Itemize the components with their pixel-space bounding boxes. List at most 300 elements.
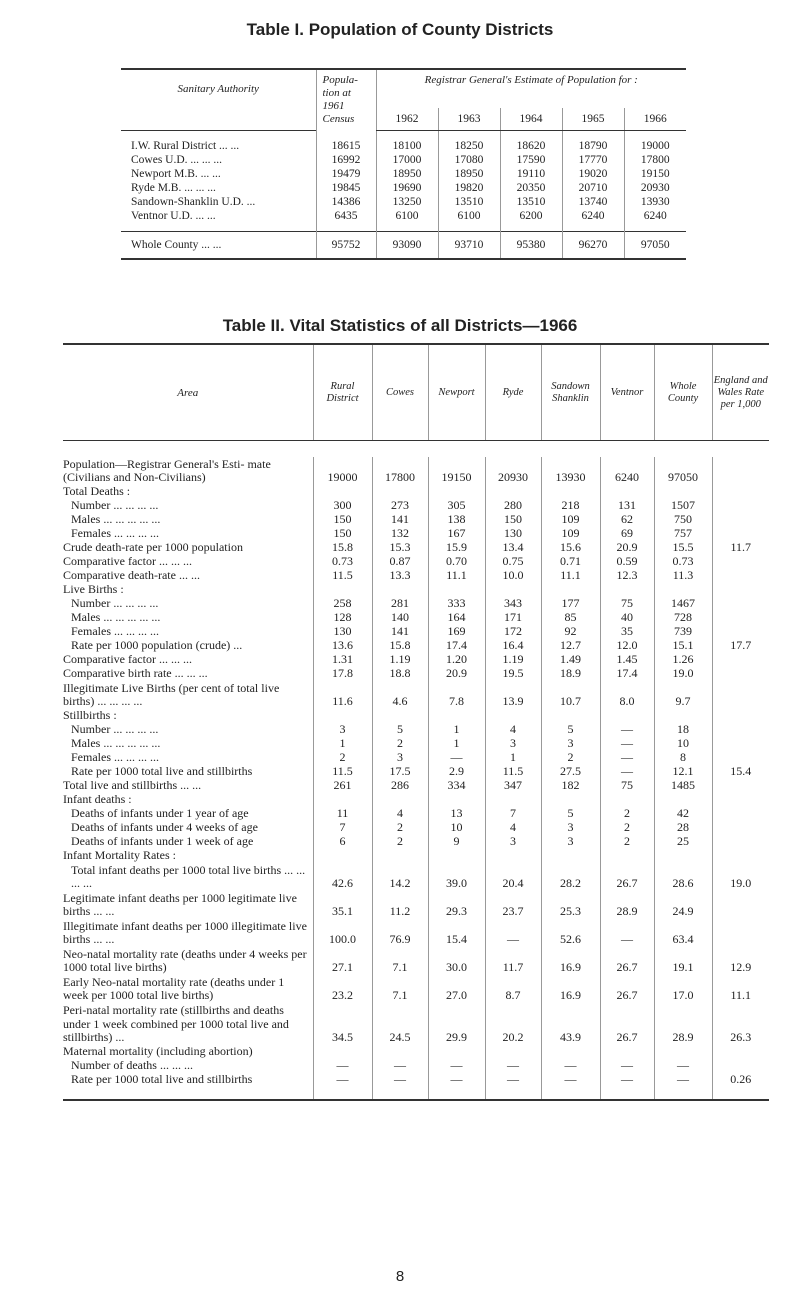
estimate-value: 13930 xyxy=(624,195,686,209)
table1-title: Table I. Population of County Districts xyxy=(246,20,554,39)
census-header: Popula- tion at 1961 Census xyxy=(316,69,376,131)
cell-value: 343 xyxy=(485,597,541,611)
district-name: I.W. Rural District ... ... xyxy=(131,140,240,152)
cell-value xyxy=(712,723,769,737)
cell-value: 728 xyxy=(654,611,712,625)
cell-value: 109 xyxy=(541,513,600,527)
cell-value xyxy=(428,1045,485,1059)
cell-value xyxy=(712,835,769,849)
cell-value: 18.8 xyxy=(372,667,428,681)
cell-value: 69 xyxy=(600,527,654,541)
cell-value: 27.1 xyxy=(313,947,372,975)
cell-value: 281 xyxy=(372,597,428,611)
row-label: Deaths of infants under 4 weeks of age xyxy=(71,821,258,835)
cell-value: 25 xyxy=(654,835,712,849)
table-row xyxy=(63,625,769,639)
table-row xyxy=(63,569,769,583)
cell-value: 52.6 xyxy=(541,919,600,947)
column-header: England and Wales Rate per 1,000 xyxy=(712,344,769,441)
row-label: Comparative birth rate ... ... ... xyxy=(63,667,208,681)
table-row xyxy=(63,597,769,611)
year-header: 1966 xyxy=(624,108,686,131)
row-label: Infant Mortality Rates : xyxy=(63,849,176,863)
cell-value: 1.49 xyxy=(541,653,600,667)
cell-value: 261 xyxy=(313,779,372,793)
cell-value: — xyxy=(428,1073,485,1087)
cell-value: 0.75 xyxy=(485,555,541,569)
row-label: Early Neo-natal mortality rate (deaths under 1 week per 1000 total live births) xyxy=(63,975,285,1003)
estimate-value: 18790 xyxy=(562,139,624,153)
cell-value: 130 xyxy=(313,625,372,639)
cell-value: 39.0 xyxy=(428,863,485,891)
cell-value: 7.1 xyxy=(372,947,428,975)
column-header: Whole County xyxy=(654,344,712,441)
cell-value: 15.1 xyxy=(654,639,712,653)
cell-value: 28.2 xyxy=(541,863,600,891)
cell-value xyxy=(712,625,769,639)
district-name: Newport M.B. ... ... xyxy=(131,168,221,180)
cell-value: 11.5 xyxy=(313,765,372,779)
cell-value: — xyxy=(485,1059,541,1073)
cell-value xyxy=(600,485,654,499)
cell-value: 15.5 xyxy=(654,541,712,555)
cell-value: 167 xyxy=(428,527,485,541)
cell-value: 2 xyxy=(600,835,654,849)
cell-value: 18 xyxy=(654,723,712,737)
estimate-value: 17000 xyxy=(376,153,438,167)
cell-value xyxy=(600,583,654,597)
cell-value: 10.0 xyxy=(485,569,541,583)
cell-value: 17.7 xyxy=(712,639,769,653)
cell-value: 28.6 xyxy=(654,863,712,891)
cell-value: 14.2 xyxy=(372,863,428,891)
row-label: Females ... ... ... ... xyxy=(71,751,159,765)
table-row xyxy=(121,195,686,209)
cell-value xyxy=(428,849,485,863)
estimate-value: 18620 xyxy=(500,139,562,153)
cell-value: 15.4 xyxy=(428,919,485,947)
estimate-value: 18100 xyxy=(376,139,438,153)
row-label: Males ... ... ... ... ... xyxy=(71,513,161,527)
table-row xyxy=(63,975,769,1003)
cell-value: 1 xyxy=(485,751,541,765)
cell-value: 1.26 xyxy=(654,653,712,667)
cell-value: 347 xyxy=(485,779,541,793)
cell-value: 1.20 xyxy=(428,653,485,667)
cell-value: 3 xyxy=(313,723,372,737)
cell-value: 19.5 xyxy=(485,667,541,681)
cell-value xyxy=(712,653,769,667)
cell-value: 280 xyxy=(485,499,541,513)
cell-value: 17.4 xyxy=(600,667,654,681)
cell-value: 258 xyxy=(313,597,372,611)
cell-value: 13.9 xyxy=(485,681,541,709)
table-row xyxy=(63,863,769,891)
cell-value xyxy=(712,513,769,527)
cell-value: 6 xyxy=(313,835,372,849)
cell-value: 24.5 xyxy=(372,1003,428,1045)
cell-value: 26.7 xyxy=(600,1003,654,1045)
census-value: 19845 xyxy=(316,181,376,195)
row-label: Population—Registrar General's Esti- mate (Civilians and Non-Civilians) xyxy=(63,457,271,485)
row-label: Neo-natal mortality rate (deaths under 4 weeks per 1000 total live births) xyxy=(63,947,307,975)
table-row xyxy=(121,139,686,153)
cell-value: 26.7 xyxy=(600,947,654,975)
cell-value: 17800 xyxy=(372,457,428,485)
cell-value: — xyxy=(428,1059,485,1073)
cell-value: 9.7 xyxy=(654,681,712,709)
census-value: 18615 xyxy=(316,139,376,153)
cell-value: 27.5 xyxy=(541,765,600,779)
cell-value: 25.3 xyxy=(541,891,600,919)
estimate-value: 95380 xyxy=(500,232,562,260)
cell-value: 3 xyxy=(372,751,428,765)
cell-value xyxy=(485,709,541,723)
cell-value: 4 xyxy=(372,807,428,821)
cell-value: 10 xyxy=(428,821,485,835)
row-label: Peri-natal mortality rate (stillbirths and deaths under 1 week combined per 1000 total live and stillbirths) ... xyxy=(63,1003,289,1045)
row-label: Total Deaths : xyxy=(63,485,131,499)
cell-value xyxy=(712,807,769,821)
cell-value xyxy=(712,597,769,611)
cell-value: 109 xyxy=(541,527,600,541)
estimate-value: 96270 xyxy=(562,232,624,260)
estimate-value: 13740 xyxy=(562,195,624,209)
cell-value: 2 xyxy=(372,821,428,835)
cell-value: 1 xyxy=(428,737,485,751)
cell-value: — xyxy=(600,1073,654,1087)
cell-value: 35 xyxy=(600,625,654,639)
cell-value xyxy=(712,611,769,625)
cell-value: 15.9 xyxy=(428,541,485,555)
estimate-value: 20350 xyxy=(500,181,562,195)
row-label: Number ... ... ... ... xyxy=(71,499,159,513)
cell-value: 0.73 xyxy=(313,555,372,569)
cell-value: 12.0 xyxy=(600,639,654,653)
cell-value: 28 xyxy=(654,821,712,835)
estimate-value: 97050 xyxy=(624,232,686,260)
table-row xyxy=(63,527,769,541)
cell-value: — xyxy=(428,751,485,765)
cell-value xyxy=(712,457,769,485)
cell-value: 11.1 xyxy=(428,569,485,583)
cell-value: 7.8 xyxy=(428,681,485,709)
row-label: Live Births : xyxy=(63,583,124,597)
cell-value: — xyxy=(600,765,654,779)
table-row xyxy=(63,499,769,513)
cell-value: 75 xyxy=(600,597,654,611)
cell-value: 19000 xyxy=(313,457,372,485)
cell-value: 1.19 xyxy=(485,653,541,667)
row-label: Deaths of infants under 1 year of age xyxy=(71,807,249,821)
cell-value: 19.0 xyxy=(712,863,769,891)
year-header: 1964 xyxy=(500,108,562,131)
cell-value: — xyxy=(600,723,654,737)
cell-value: 15.8 xyxy=(372,639,428,653)
cell-value: 97050 xyxy=(654,457,712,485)
cell-value xyxy=(712,793,769,807)
cell-value xyxy=(712,849,769,863)
cell-value: 29.3 xyxy=(428,891,485,919)
cell-value: 132 xyxy=(372,527,428,541)
cell-value: 63.4 xyxy=(654,919,712,947)
table-row xyxy=(63,947,769,975)
row-label: Rate per 1000 total live and stillbirths xyxy=(71,765,253,779)
cell-value: 62 xyxy=(600,513,654,527)
cell-value: 3 xyxy=(541,737,600,751)
cell-value: 17.5 xyxy=(372,765,428,779)
cell-value: 13 xyxy=(428,807,485,821)
estimate-value: 19820 xyxy=(438,181,500,195)
cell-value: 19.0 xyxy=(654,667,712,681)
table-row xyxy=(63,835,769,849)
cell-value: 16.4 xyxy=(485,639,541,653)
cell-value xyxy=(541,485,600,499)
cell-value: 286 xyxy=(372,779,428,793)
cell-value xyxy=(313,793,372,807)
table-row xyxy=(63,821,769,835)
cell-value xyxy=(654,583,712,597)
cell-value: 4.6 xyxy=(372,681,428,709)
table-row xyxy=(63,457,769,485)
cell-value: 1 xyxy=(313,737,372,751)
table-row xyxy=(121,153,686,167)
estimate-value: 13250 xyxy=(376,195,438,209)
district-name: Cowes U.D. ... ... ... xyxy=(131,154,223,166)
cell-value: 169 xyxy=(428,625,485,639)
cell-value xyxy=(654,1045,712,1059)
cell-value: — xyxy=(485,1073,541,1087)
cell-value xyxy=(712,821,769,835)
estimate-value: 17590 xyxy=(500,153,562,167)
cell-value xyxy=(372,709,428,723)
cell-value xyxy=(712,499,769,513)
cell-value: — xyxy=(541,1059,600,1073)
row-label: Number ... ... ... ... xyxy=(71,723,159,737)
cell-value: 17.8 xyxy=(313,667,372,681)
table-row xyxy=(63,667,769,681)
cell-value xyxy=(712,681,769,709)
cell-value: 26.7 xyxy=(600,975,654,1003)
year-header: 1963 xyxy=(438,108,500,131)
cell-value xyxy=(428,793,485,807)
cell-value: 11.1 xyxy=(712,975,769,1003)
table-row xyxy=(63,513,769,527)
cell-value: 28.9 xyxy=(654,1003,712,1045)
table-row xyxy=(63,1045,769,1059)
cell-value xyxy=(600,793,654,807)
estimate-value: 20710 xyxy=(562,181,624,195)
row-label: Number of deaths ... ... ... xyxy=(71,1059,193,1073)
table-row xyxy=(63,541,769,555)
table2-title: Table II. Vital Statistics of all Districts—1966 xyxy=(222,316,578,335)
table-row xyxy=(63,807,769,821)
cell-value: 1 xyxy=(428,723,485,737)
cell-value xyxy=(600,709,654,723)
cell-value: 750 xyxy=(654,513,712,527)
cell-value: 150 xyxy=(485,513,541,527)
estimate-value: 6240 xyxy=(562,209,624,223)
cell-value xyxy=(712,709,769,723)
cell-value: 15.3 xyxy=(372,541,428,555)
column-header: Sandown Shanklin xyxy=(541,344,600,441)
cell-value: 2 xyxy=(372,737,428,751)
table-row xyxy=(63,653,769,667)
cell-value: — xyxy=(372,1059,428,1073)
cell-value: 12.7 xyxy=(541,639,600,653)
cell-value xyxy=(712,583,769,597)
table-row xyxy=(63,611,769,625)
table-row xyxy=(63,891,769,919)
cell-value: 19.1 xyxy=(654,947,712,975)
estimate-value: 19150 xyxy=(624,167,686,181)
row-label: Stillbirths : xyxy=(63,709,117,723)
cell-value xyxy=(485,793,541,807)
cell-value: 5 xyxy=(541,807,600,821)
cell-value: 2.9 xyxy=(428,765,485,779)
table-row xyxy=(121,181,686,195)
cell-value: 2 xyxy=(313,751,372,765)
row-label: Males ... ... ... ... ... xyxy=(71,737,161,751)
cell-value: 92 xyxy=(541,625,600,639)
cell-value xyxy=(541,1045,600,1059)
cell-value: 20.9 xyxy=(428,667,485,681)
cell-value: 11.6 xyxy=(313,681,372,709)
district-name: Ventnor U.D. ... ... xyxy=(131,210,216,222)
cell-value: 141 xyxy=(372,625,428,639)
cell-value: 13.4 xyxy=(485,541,541,555)
cell-value: 0.70 xyxy=(428,555,485,569)
cell-value: 19150 xyxy=(428,457,485,485)
table-row xyxy=(63,583,769,597)
cell-value: 16.9 xyxy=(541,975,600,1003)
cell-value: 30.0 xyxy=(428,947,485,975)
cell-value: 27.0 xyxy=(428,975,485,1003)
census-value: 95752 xyxy=(316,232,376,260)
cell-value: 1.45 xyxy=(600,653,654,667)
table-row xyxy=(63,555,769,569)
cell-value: 11.5 xyxy=(485,765,541,779)
cell-value: 334 xyxy=(428,779,485,793)
cell-value: 15.4 xyxy=(712,765,769,779)
cell-value: 7 xyxy=(313,821,372,835)
year-header: 1965 xyxy=(562,108,624,131)
estimate-value: 6240 xyxy=(624,209,686,223)
row-label: Illegitimate infant deaths per 1000 illegitimate live births ... ... xyxy=(63,919,307,947)
cell-value: 2 xyxy=(600,807,654,821)
cell-value xyxy=(712,737,769,751)
cell-value xyxy=(712,527,769,541)
estimate-header: Registrar General's Estimate of Population for : xyxy=(376,69,686,108)
population-table xyxy=(121,68,686,260)
vital-statistics-table xyxy=(63,343,769,1101)
table-row xyxy=(63,639,769,653)
cell-value xyxy=(313,1045,372,1059)
table-row xyxy=(63,1059,769,1073)
estimate-value: 20930 xyxy=(624,181,686,195)
cell-value xyxy=(712,569,769,583)
estimate-value: 19000 xyxy=(624,139,686,153)
cell-value: 2 xyxy=(541,751,600,765)
cell-value xyxy=(428,485,485,499)
cell-value: 20.9 xyxy=(600,541,654,555)
cell-value: 20.2 xyxy=(485,1003,541,1045)
cell-value: 3 xyxy=(541,835,600,849)
cell-value: 11.5 xyxy=(313,569,372,583)
cell-value: 9 xyxy=(428,835,485,849)
cell-value: 18.9 xyxy=(541,667,600,681)
cell-value: — xyxy=(654,1059,712,1073)
authority-header: Sanitary Authority xyxy=(177,83,259,95)
district-name: Sandown-Shanklin U.D. ... xyxy=(131,196,256,208)
row-label: Comparative factor ... ... ... xyxy=(63,555,192,569)
cell-value xyxy=(372,583,428,597)
estimate-value: 93710 xyxy=(438,232,500,260)
cell-value: 29.9 xyxy=(428,1003,485,1045)
cell-value: 305 xyxy=(428,499,485,513)
cell-value xyxy=(428,583,485,597)
cell-value xyxy=(600,849,654,863)
estimate-value: 18250 xyxy=(438,139,500,153)
estimate-value: 6100 xyxy=(438,209,500,223)
cell-value: 40 xyxy=(600,611,654,625)
row-label: Deaths of infants under 1 week of age xyxy=(71,835,254,849)
cell-value xyxy=(372,1045,428,1059)
cell-value: 0.87 xyxy=(372,555,428,569)
cell-value xyxy=(541,793,600,807)
estimate-value: 19110 xyxy=(500,167,562,181)
cell-value: 20930 xyxy=(485,457,541,485)
cell-value: 100.0 xyxy=(313,919,372,947)
row-label: Females ... ... ... ... xyxy=(71,527,159,541)
table-row xyxy=(63,709,769,723)
cell-value xyxy=(712,667,769,681)
cell-value xyxy=(654,485,712,499)
cell-value: 177 xyxy=(541,597,600,611)
estimate-value: 18950 xyxy=(376,167,438,181)
cell-value: 85 xyxy=(541,611,600,625)
estimate-value: 17770 xyxy=(562,153,624,167)
cell-value xyxy=(712,891,769,919)
cell-value xyxy=(485,485,541,499)
cell-value: 26.7 xyxy=(600,863,654,891)
cell-value: 10.7 xyxy=(541,681,600,709)
cell-value: 42.6 xyxy=(313,863,372,891)
table-row xyxy=(63,793,769,807)
cell-value: 128 xyxy=(313,611,372,625)
column-header: Ryde xyxy=(485,344,541,441)
cell-value: 5 xyxy=(372,723,428,737)
cell-value xyxy=(654,709,712,723)
row-label: Illegitimate Live Births (per cent of total live births) ... ... ... ... xyxy=(63,681,280,709)
cell-value: 11.1 xyxy=(541,569,600,583)
cell-value xyxy=(712,779,769,793)
cell-value: 4 xyxy=(485,821,541,835)
table-row xyxy=(63,849,769,863)
cell-value xyxy=(372,793,428,807)
cell-value xyxy=(313,583,372,597)
cell-value: 141 xyxy=(372,513,428,527)
row-label: Maternal mortality (including abortion) xyxy=(63,1045,253,1059)
cell-value: 1.19 xyxy=(372,653,428,667)
cell-value: 16.9 xyxy=(541,947,600,975)
cell-value: 8.7 xyxy=(485,975,541,1003)
estimate-value: 93090 xyxy=(376,232,438,260)
cell-value: 739 xyxy=(654,625,712,639)
table-row xyxy=(63,779,769,793)
row-label: Number ... ... ... ... xyxy=(71,597,159,611)
cell-value xyxy=(712,555,769,569)
